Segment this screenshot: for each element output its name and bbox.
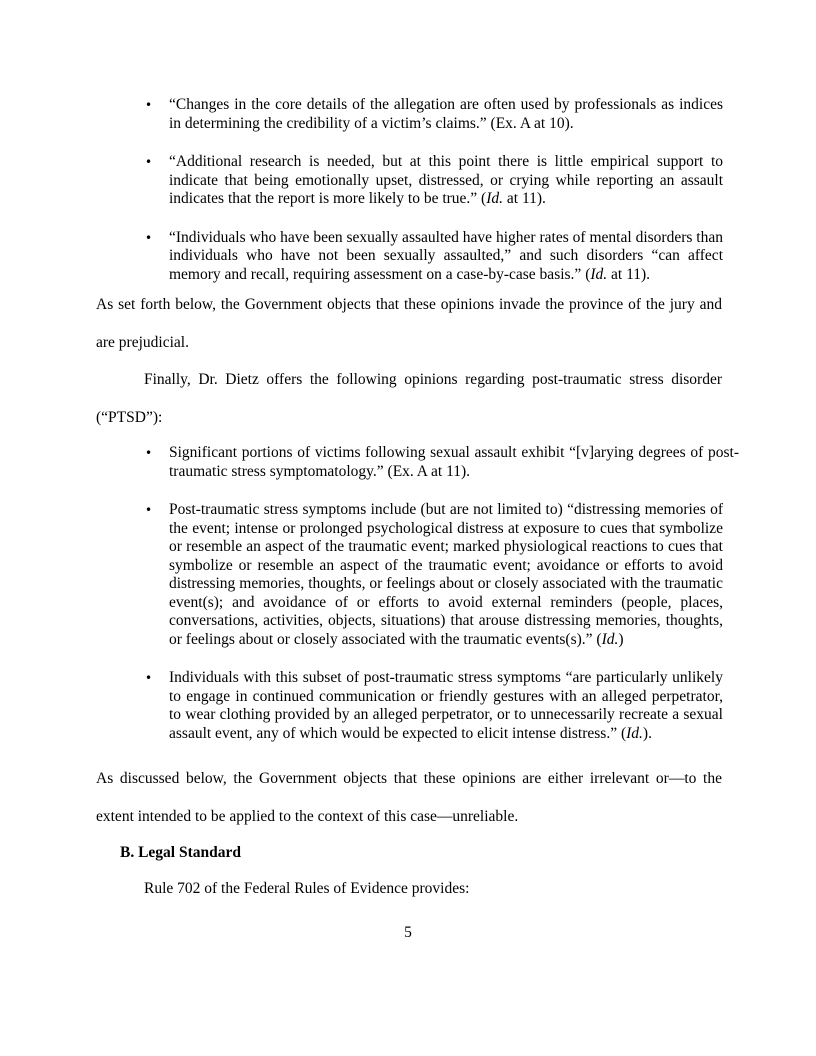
bullet-list-ptsd: [145, 444, 739, 763]
bullet-icon: •: [145, 671, 153, 685]
paragraph-objection-2: As discussed below, the Government objects that these opinions are either irrelevant or—to the extent intended to be applied to the context of this case—unreliable.: [96, 770, 722, 825]
bullet-icon: •: [145, 503, 153, 517]
bullet-list-top: [145, 96, 723, 304]
rule-702-intro: Rule 702 of the Federal Rules of Evidence provides:: [144, 880, 470, 897]
bullet-item: [145, 153, 723, 209]
bullet-item: [145, 229, 723, 285]
paragraph-objection-1: As set forth below, the Government objects that these opinions invade the province of the jury and are prejudicial.: [96, 296, 722, 351]
bullet-text: Post-traumatic stress symptoms include (but are not limited to) “distressing memories of the event; intense or prolonged psychological distress at exposure to cues that symbolize or resemble an aspect of the traumatic event; marked physiological reactions to cues that symbolize or resemble an aspect of the traumatic event; avoidance or efforts to avoid distressing memories, thoughts, or feelings about or closely associated with the traumatic event(s); and avoidance of or efforts to avoid external reminders (people, places, conversations, activities, objects, situations) that arouse distressing memories, thoughts, or feelings about or closely associated with the traumatic events(s).” (Id.): [169, 501, 723, 648]
page-number: 5: [404, 924, 412, 941]
bullet-text: Individuals with this subset of post-traumatic stress symptoms “are particularly unlikely to engage in continued communication or friendly gestures with an alleged perpetrator, to wear clothing provided by an alleged perpetrator, or to unnecessarily recreate a sexual assault event, any of which would be expected to elicit intense distress.” (Id.).: [169, 669, 723, 742]
bullet-text: Significant portions of victims following sexual assault exhibit “[v]arying degrees of post-traumatic stress symptomatology.” (Ex. A at 11).: [169, 444, 739, 480]
bullet-item: [145, 669, 723, 743]
section-heading: B. Legal Standard: [120, 844, 242, 861]
bullet-text: “Additional research is needed, but at this point there is little empirical support to indicate that being emotionally upset, distressed, or crying while reporting an assault indicates that the report is more likely to be true.” (Id. at 11).: [169, 153, 723, 207]
bullet-item: [145, 501, 723, 649]
citation: Id.: [486, 190, 504, 207]
bullet-text: “Individuals who have been sexually assaulted have higher rates of mental disorders than individuals who have not been sexually assaulted,” and such disorders “can affect memory and recall, requiring assessment on a case-by-case basis.” (Id. at 11).: [169, 228, 723, 283]
bullet-icon: •: [145, 98, 153, 112]
citation: Id.: [626, 724, 643, 742]
bullet-item: [145, 96, 723, 133]
bullet-text: “Changes in the core details of the allegation are often used by professionals as indices in determining the credibility of a victim’s claims.” (Ex. A at 10).: [169, 96, 723, 132]
paragraph-ptsd-intro: Finally, Dr. Dietz offers the following opinions regarding post-traumatic stress disorder (“PTSD”):: [96, 371, 722, 426]
bullet-icon: •: [145, 230, 153, 245]
bullet-icon: •: [145, 155, 153, 169]
bullet-icon: •: [145, 446, 153, 460]
bullet-item: [145, 444, 739, 481]
citation: Id.: [601, 630, 619, 648]
citation: Id.: [590, 265, 608, 283]
